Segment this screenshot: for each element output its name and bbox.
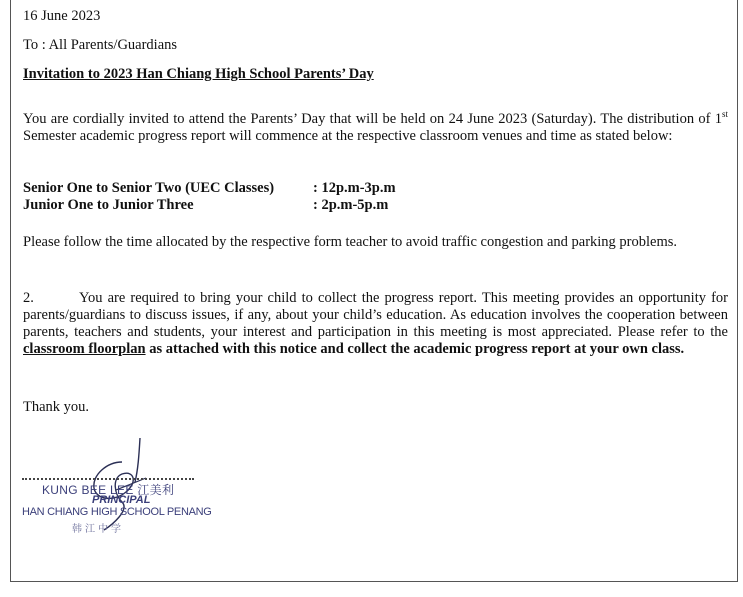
paragraph-invitation-text-cont: Semester academic progress report will commence at the respective classroom venues and time as stated below: [23,127,673,144]
letter-recipient: To : All Parents/Guardians [23,37,178,53]
signature-dotted-line [22,478,194,480]
stamp-school: HAN CHIANG HIGH SCHOOL PENANG [22,506,212,518]
schedule-time: : 2p.m-5p.m [313,197,389,213]
schedule-row [23,197,396,214]
classroom-floorplan-link[interactable]: classroom floorplan [23,341,146,357]
stamp-title: PRINCIPAL [92,494,151,506]
paragraph-time-allocation: Please follow the time allocated by the respective form teacher to avoid traffic congestion and parking problems. [23,234,678,250]
schedule-time: : 12p.m-3p.m [313,180,396,196]
stamp-name: KUNG BEE LEE 江美利 [42,483,175,497]
letter-date: 16 June 2023 [23,8,101,24]
paragraph-invitation-text: You are cordially invited to attend the Parents’ Day that will be held on 24 June 2023 (Saturday). The distribution of 1 [23,110,722,127]
paragraph-progress-bold-tail: as attached with this notice and collect the academic progress report at your own class. [145,341,685,357]
schedule-classes: Senior One to Senior Two (UEC Classes) [23,180,275,196]
schedule-row [23,180,396,197]
paragraph-progress-report [23,290,728,358]
letter-subject: Invitation to 2023 Han Chiang High School Parents’ Day [23,66,374,82]
schedule-classes: Junior One to Junior Three [23,197,194,213]
paragraph-progress-text: You are required to bring your child to collect the progress report. This meeting provides an opportunity for parents/guardians to discuss issues, if any, about your child’s education. As education involves the cooperation between parents, teachers and students, your interest and participation in this meeting is most appreciated. Please refer to the [23,290,728,340]
paragraph-number: 2. [23,290,34,306]
stamp-chinese: 韩江中学 [72,524,124,535]
paragraph-invitation [23,106,728,145]
superscript-st: st [721,109,728,119]
closing-text: Thank you. [23,399,90,415]
schedule-table [23,180,396,214]
